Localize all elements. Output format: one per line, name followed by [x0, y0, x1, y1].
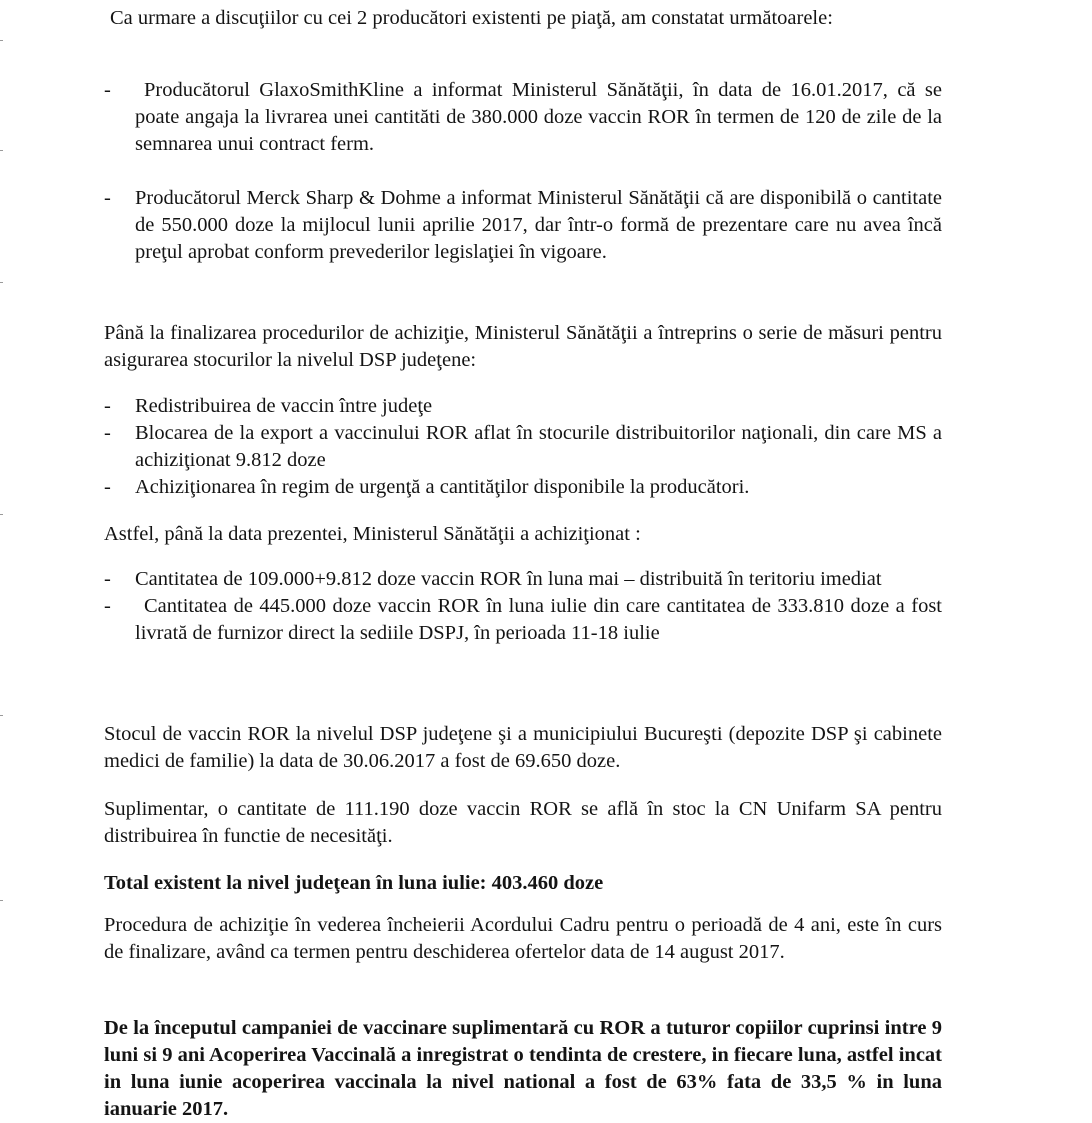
list-item: [104, 566, 942, 593]
stock-paragraph: Stocul de vaccin ROR la nivelul DSP judeţene şi a municipiului Bucureşti (depozite DSP şi cabinete medici de familie) la data de 30.06.2017 a fost de 69.650 doze.: [104, 723, 942, 772]
acquisition-text: Cantitatea de 445.000 doze vaccin ROR în luna iulie din care cantitatea de 333.810 doze a fost livrată de furnizor direct la sediile DSPJ, în perioada 11-18 iulie: [135, 595, 942, 644]
bullet-dash: -: [104, 422, 111, 444]
bullet-dash: -: [104, 595, 111, 617]
scan-mark: [0, 514, 3, 515]
bullet-dash: -: [104, 568, 111, 590]
producers-list: [104, 77, 942, 266]
list-item: [104, 77, 942, 158]
list-item: [104, 185, 942, 266]
list-item: [104, 593, 942, 647]
measure-text: Achiziţionarea în regim de urgenţă a cantităţilor disponibile la producători.: [135, 476, 750, 498]
procedure-paragraph: Procedura de achiziţie în vederea încheierii Acordului Cadru pentru o perioadă de 4 ani, este în curs de finalizare, având ca termen pentru deschiderea ofertelor data de 14 august 2017.: [104, 914, 942, 963]
producer-gsk-text: Producătorul GlaxoSmithKline a informat Ministerul Sănătăţii, în data de 16.01.2017, că se poate angaja la livrarea unei cantităti de 380.000 doze vaccin ROR în termen de 120 de zile de la semnarea unui contract ferm.: [135, 79, 942, 155]
acquisition-text: Cantitatea de 109.000+9.812 doze vaccin ROR în luna mai – distribuită în teritoriu imediat: [135, 568, 882, 590]
bullet-dash: -: [104, 187, 111, 209]
scan-mark: [0, 715, 3, 716]
list-item: [104, 420, 942, 474]
scan-mark: [0, 282, 3, 283]
campaign-paragraph: De la începutul campaniei de vaccinare suplimentară cu ROR a tuturor copiilor cuprinsi intre 9 luni si 9 ani Acoperirea Vaccinală a inregistrat o tendinta de crestere, in fiecare luna, astfel incat in luna iunie acoperirea vaccinala la nivel national a fost de 63% fata de 33,5 % in luna ianuarie 2017.: [104, 1017, 942, 1120]
supplementary-paragraph: Suplimentar, o cantitate de 111.190 doze vaccin ROR se află în stoc la CN Unifarm SA pentru distribuirea în functie de necesităţi.: [104, 798, 942, 847]
scan-mark: [0, 900, 3, 901]
scan-mark: [0, 40, 3, 41]
bullet-dash: -: [104, 79, 111, 101]
list-item: [104, 393, 942, 420]
bullet-dash: -: [104, 476, 111, 498]
producer-msd-text: Producătorul Merck Sharp & Dohme a informat Ministerul Sănătăţii că are disponibilă o cantitate de 550.000 doze la mijlocul lunii aprilie 2017, dar într-o formă de prezentare care nu avea încă preţul aprobat conform prevederilor legislaţiei în vigoare.: [135, 187, 942, 263]
measure-text: Redistribuirea de vaccin între judeţe: [135, 395, 433, 417]
acquired-intro-paragraph: Astfel, până la data prezentei, Ministerul Sănătăţii a achiziţionat :: [104, 523, 641, 545]
bullet-dash: -: [104, 395, 111, 417]
intro-paragraph: Ca urmare a discuţiilor cu cei 2 producători existenti pe piaţă, am constatat următoarele:: [110, 7, 833, 29]
total-statement: Total existent la nivel judeţean în luna iulie: 403.460 doze: [104, 872, 604, 894]
measures-intro-paragraph: Până la finalizarea procedurilor de achiziţie, Ministerul Sănătăţii a întreprins o serie de măsuri pentru asigurarea stocurilor la nivelul DSP judeţene:: [104, 322, 942, 371]
measures-list: [104, 393, 942, 501]
list-item: [104, 474, 942, 501]
acquisitions-list: [104, 566, 942, 647]
measure-text: Blocarea de la export a vaccinului ROR aflat în stocurile distribuitorilor naţionali, din care MS a achiziţionat 9.812 doze: [135, 422, 942, 471]
scan-mark: [0, 150, 3, 151]
